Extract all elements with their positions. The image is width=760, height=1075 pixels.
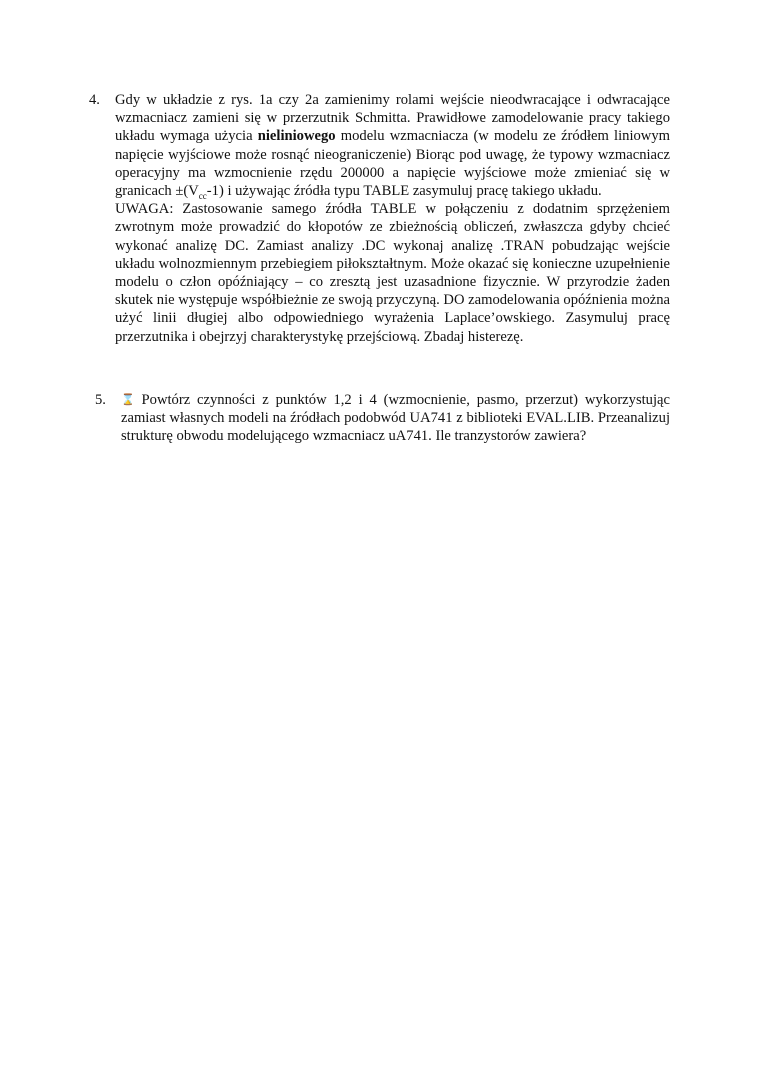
item-5-text: Powtórz czynności z punktów 1,2 i 4 (wzmocnienie, pasmo, przerzut) wykorzystując zamiast własnych modeli na źródłach podobwód UA741 z biblioteki EVAL.LIB. Przeanalizuj strukturę obwodu modelującego wzmacniacz uA741. Ile tranzystorów zawiera? <box>121 392 670 445</box>
item-4-note: UWAGA: Zastosowanie samego źródła TABLE w połączeniu z dodatnim sprzężeniem zwrotnym może prowadzić do kłopotów ze zbieżnością obliczeń, zwłaszcza gdyby chcieć wykonać analizę DC. Zamiast analizy .DC wykonaj analizę .TRAN pobudzając wejście układu wolnozmiennym przebiegiem piłokształtnym. Może okazać się konieczne uzupełnienie modelu o człon opóźniający – co zresztą jest uzasadnione fizycznie. W przyrodzie żaden skutek nie występuje współbieżnie ze swoją przyczyną. DO zamodelowania opóźnienia można użyć linii długiej albo odpowiedniego wyrażenia Laplace’owskiego. Zasymuluj pracę przerzutnika i obejrzyj charakterystykę przejściową. Zbadaj histerezę. <box>115 201 670 345</box>
item-5-paragraph <box>121 391 670 446</box>
bold-term: nieliniowego <box>257 128 336 145</box>
item-4-text-middle: modelu wzmacniacza (w modelu ze źródłem liniowym napięcie wyjściowe może rosnąć nieograniczenie) Biorąc pod uwagę, że typowy wzmacniacz operacyjny ma wzmocnienie rzędu 200000 a napięcie wyjściowe może zmieniać się w granicach ±(V <box>115 128 670 200</box>
subscript-cc: cc <box>198 190 207 201</box>
item-number: 5. <box>95 392 106 408</box>
list-item-5 <box>95 391 670 446</box>
list-item-4 <box>89 91 670 346</box>
hourglass-icon: ⌛ <box>121 393 135 406</box>
item-4-text-start: Gdy w układzie z rys. 1a czy 2a zamienimy rolami wejście nieodwracające i odwracające wzmacniacz zamieni się w przerzutnik Schmitta. Prawidłowe zamodelowanie pracy takiego układu wymaga użycia <box>115 92 670 145</box>
item-number: 4. <box>89 92 100 108</box>
item-4-paragraph-1 <box>115 91 670 200</box>
item-4-text-end: -1) i używając źródła typu TABLE zasymuluj pracę takiego układu. <box>206 183 602 200</box>
